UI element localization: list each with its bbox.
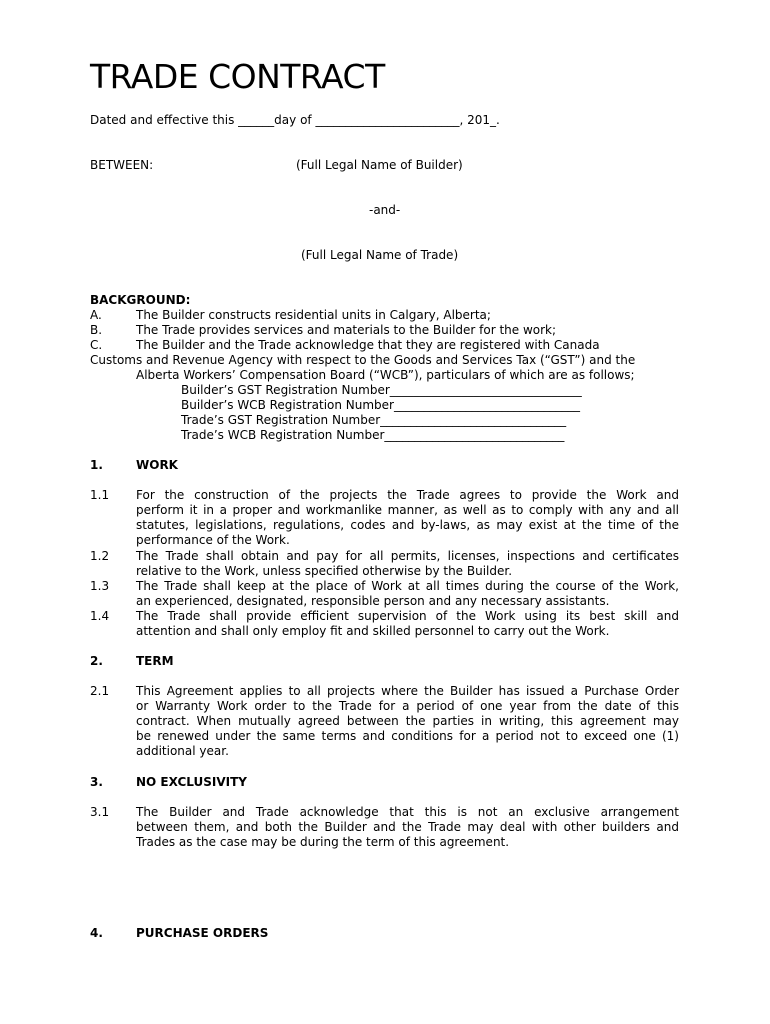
clause-line: statutes, legislations, regulations, codes and by-laws, as may exist at the time of the bbox=[136, 518, 679, 532]
clause-line: For the construction of the projects the Trade agrees to provide the Work and bbox=[136, 488, 679, 502]
clause-line: perform it in a proper and workmanlike manner, as well as to comply with any and all bbox=[136, 503, 679, 517]
clause-line: between them, and both the Builder and the Trade may deal with other builders and bbox=[136, 820, 679, 834]
clause-line: The Builder and Trade acknowledge that this is not an exclusive arrangement bbox=[136, 805, 679, 819]
clause-number: 1.2 bbox=[90, 549, 110, 563]
builder-gst-registration: Builder’s GST Registration Number________________________________ bbox=[181, 383, 582, 397]
and-label: -and- bbox=[369, 203, 401, 217]
section-heading-purchase-orders: PURCHASE ORDERS bbox=[136, 926, 269, 940]
clause-line: contract. When mutually agreed between the parties in writing, this agreement may bbox=[136, 714, 679, 728]
clause-line: attention and shall only employ fit and skilled personnel to carry out the Work. bbox=[136, 624, 610, 638]
clause-line: an experienced, designated, responsible person and any necessary assistants. bbox=[136, 594, 610, 608]
section-number: 3. bbox=[90, 775, 103, 789]
clause-number: 1.1 bbox=[90, 488, 110, 502]
clause-line: The Trade shall provide efficient supervision of the Work using its best skill and bbox=[136, 609, 679, 623]
builder-wcb-registration: Builder’s WCB Registration Number_______________________________ bbox=[181, 398, 580, 412]
clause-line: be renewed under the same terms and conditions for a period not to exceed one (1) bbox=[136, 729, 679, 743]
section-heading-term: TERM bbox=[136, 654, 174, 668]
clause-number: 2.1 bbox=[90, 684, 110, 698]
clause-number: 1.3 bbox=[90, 579, 110, 593]
background-item-letter: B. bbox=[90, 323, 103, 337]
background-item-continuation: Alberta Workers’ Compensation Board (“WCB”), particulars of which are as follows; bbox=[136, 368, 635, 382]
clause-number: 1.4 bbox=[90, 609, 110, 623]
clause-line: additional year. bbox=[136, 744, 229, 758]
clause-number: 3.1 bbox=[90, 805, 110, 819]
clause-line: performance of the Work. bbox=[136, 533, 290, 547]
trade-gst-registration: Trade’s GST Registration Number_______________________________ bbox=[181, 413, 567, 427]
background-item-continuation: Customs and Revenue Agency with respect to the Goods and Services Tax (“GST”) and the bbox=[90, 353, 636, 367]
trade-wcb-registration: Trade’s WCB Registration Number______________________________ bbox=[181, 428, 565, 442]
section-number: 2. bbox=[90, 654, 103, 668]
clause-line: Trades as the case may be during the term of this agreement. bbox=[136, 835, 510, 849]
background-item-letter: C. bbox=[90, 338, 103, 352]
dated-line: Dated and effective this ______day of ________________________, 201_. bbox=[90, 113, 500, 127]
background-item-text: The Builder constructs residential units in Calgary, Alberta; bbox=[136, 308, 491, 322]
builder-name-placeholder: (Full Legal Name of Builder) bbox=[296, 158, 463, 172]
section-heading-no-exclusivity: NO EXCLUSIVITY bbox=[136, 775, 247, 789]
background-item-text: The Builder and the Trade acknowledge that they are registered with Canada bbox=[136, 338, 600, 352]
clause-line: The Trade shall obtain and pay for all permits, licenses, inspections and certificates bbox=[136, 549, 679, 563]
background-item-text: The Trade provides services and materials to the Builder for the work; bbox=[136, 323, 557, 337]
between-label: BETWEEN: bbox=[90, 158, 154, 172]
document-title: TRADE CONTRACT bbox=[90, 57, 385, 96]
trade-name-placeholder: (Full Legal Name of Trade) bbox=[301, 248, 459, 262]
background-heading: BACKGROUND: bbox=[90, 293, 191, 307]
clause-line: relative to the Work, unless specified otherwise by the Builder. bbox=[136, 564, 513, 578]
section-heading-work: WORK bbox=[136, 458, 178, 472]
clause-line: The Trade shall keep at the place of Work at all times during the course of the Work, bbox=[136, 579, 679, 593]
clause-line: or Warranty Work order to the Trade for a period of one year from the date of this bbox=[136, 699, 679, 713]
section-number: 4. bbox=[90, 926, 103, 940]
section-number: 1. bbox=[90, 458, 103, 472]
clause-line: This Agreement applies to all projects where the Builder has issued a Purchase Order bbox=[136, 684, 679, 698]
background-item-letter: A. bbox=[90, 308, 102, 322]
